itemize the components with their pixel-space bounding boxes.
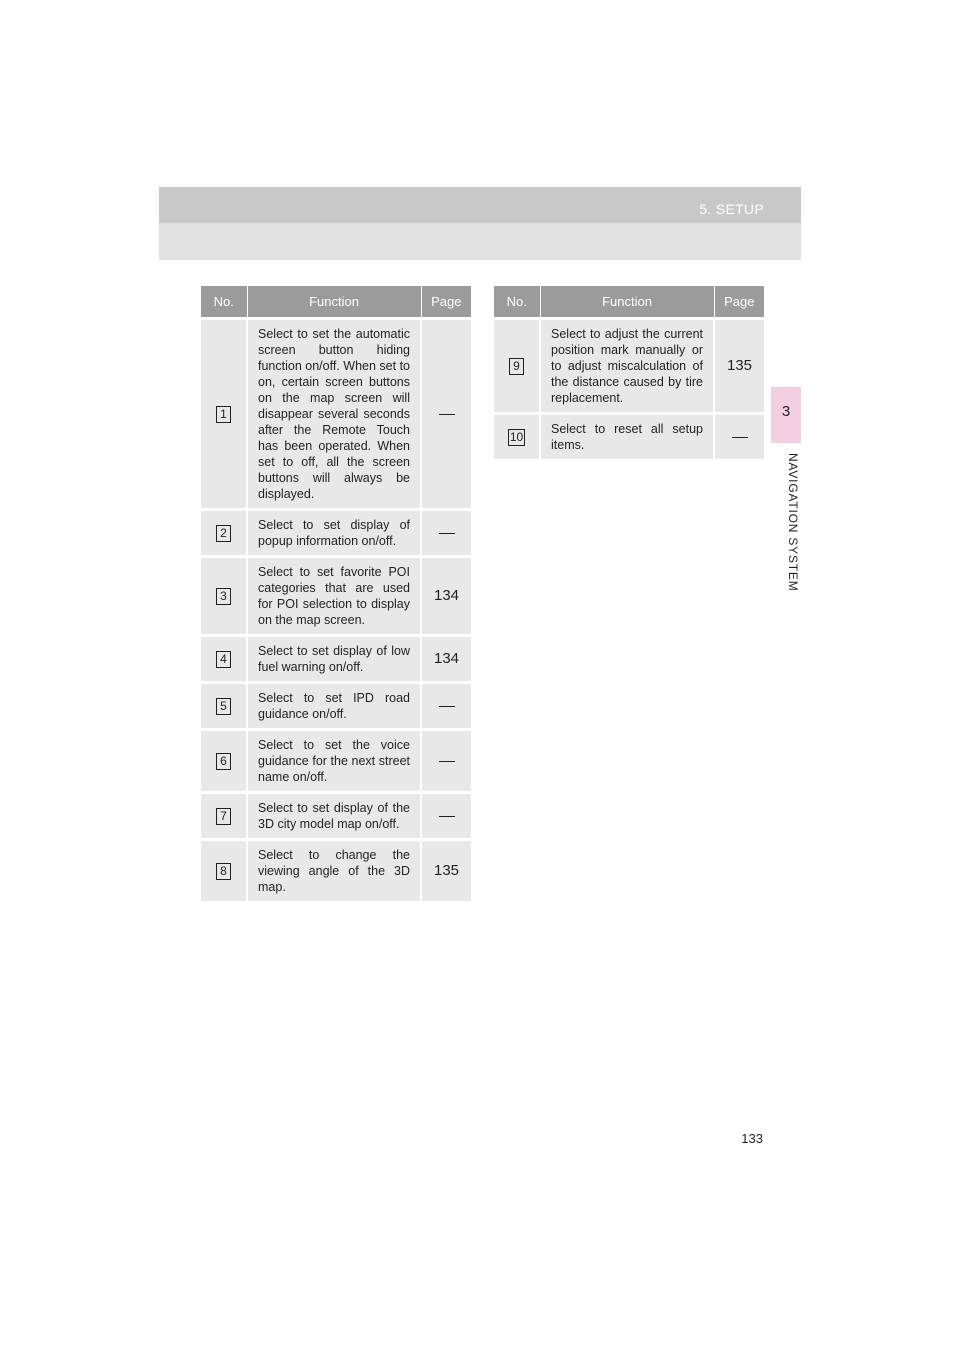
row-number: 3 [216,588,231,605]
function-description: Select to change the viewing angle of the 3D map. [247,840,421,902]
dash-icon [732,437,748,438]
table-row [201,510,471,557]
header-title-bar [159,187,801,223]
column-header-function: Function [247,286,421,319]
page-reference-none [421,793,471,840]
row-number-cell [201,557,247,636]
function-description: Select to adjust the current position mark manually or to adjust miscalculation of the distance caused by tire replacement. [540,319,714,414]
row-number-cell [201,636,247,683]
row-number: 9 [509,358,524,375]
column-header-function: Function [540,286,714,319]
function-description: Select to set display of popup information on/off. [247,510,421,557]
table-row [201,636,471,683]
table-header-row [494,286,764,319]
chapter-tab [771,387,801,443]
table-row [201,730,471,793]
page-reference: 134 [421,557,471,636]
function-description: Select to set display of low fuel warning on/off. [247,636,421,683]
dash-icon [439,761,455,762]
row-number-cell [201,510,247,557]
row-number: 6 [216,753,231,770]
function-table-left [201,286,471,901]
page-number: 133 [741,1131,763,1146]
row-number: 5 [216,698,231,715]
page-reference-none [421,683,471,730]
row-number: 1 [216,406,231,423]
row-number-cell [201,840,247,902]
function-description: Select to set favorite POI categories that are used for POI selection to display on the map screen. [247,557,421,636]
column-header-no: No. [201,286,247,319]
section-title: 5. SETUP [699,201,764,217]
row-number-cell [494,414,540,460]
page-reference-none [421,510,471,557]
dash-icon [439,533,455,534]
chapter-number: 3 [781,403,791,420]
row-number-cell [201,319,247,510]
page-reference-none [421,319,471,510]
function-table-right [494,286,764,459]
column-header-no: No. [494,286,540,319]
table-row [201,557,471,636]
page-reference: 135 [421,840,471,902]
page-reference-none [421,730,471,793]
table-row [201,683,471,730]
column-header-page: Page [714,286,764,319]
function-description: Select to set the voice guidance for the next street name on/off. [247,730,421,793]
chapter-title: NAVIGATION SYSTEM [786,453,800,592]
function-description: Select to reset all setup items. [540,414,714,460]
dash-icon [439,414,455,415]
page-reference: 134 [421,636,471,683]
table-row [201,319,471,510]
function-description: Select to set IPD road guidance on/off. [247,683,421,730]
page-reference: 135 [714,319,764,414]
table-row [494,319,764,414]
row-number: 2 [216,525,231,542]
function-description: Select to set display of the 3D city model map on/off. [247,793,421,840]
row-number: 8 [216,863,231,880]
row-number-cell [201,683,247,730]
row-number: 7 [216,808,231,825]
column-header-page: Page [421,286,471,319]
dash-icon [439,706,455,707]
row-number: 10 [509,429,524,444]
row-number-cell [201,793,247,840]
table-row [494,414,764,460]
page-reference-none [714,414,764,460]
row-number: 4 [216,651,231,668]
row-number-cell [201,730,247,793]
row-number-cell [494,319,540,414]
table-row [201,793,471,840]
function-description: Select to set the automatic screen button hiding function on/off. When set to on, certain screen buttons on the map screen will disappear several seconds after the Remote Touch has been operated. When set to off, all the screen buttons will always be displayed. [247,319,421,510]
table-row [201,840,471,902]
dash-icon [439,816,455,817]
table-header-row [201,286,471,319]
page-header-band [159,187,801,260]
